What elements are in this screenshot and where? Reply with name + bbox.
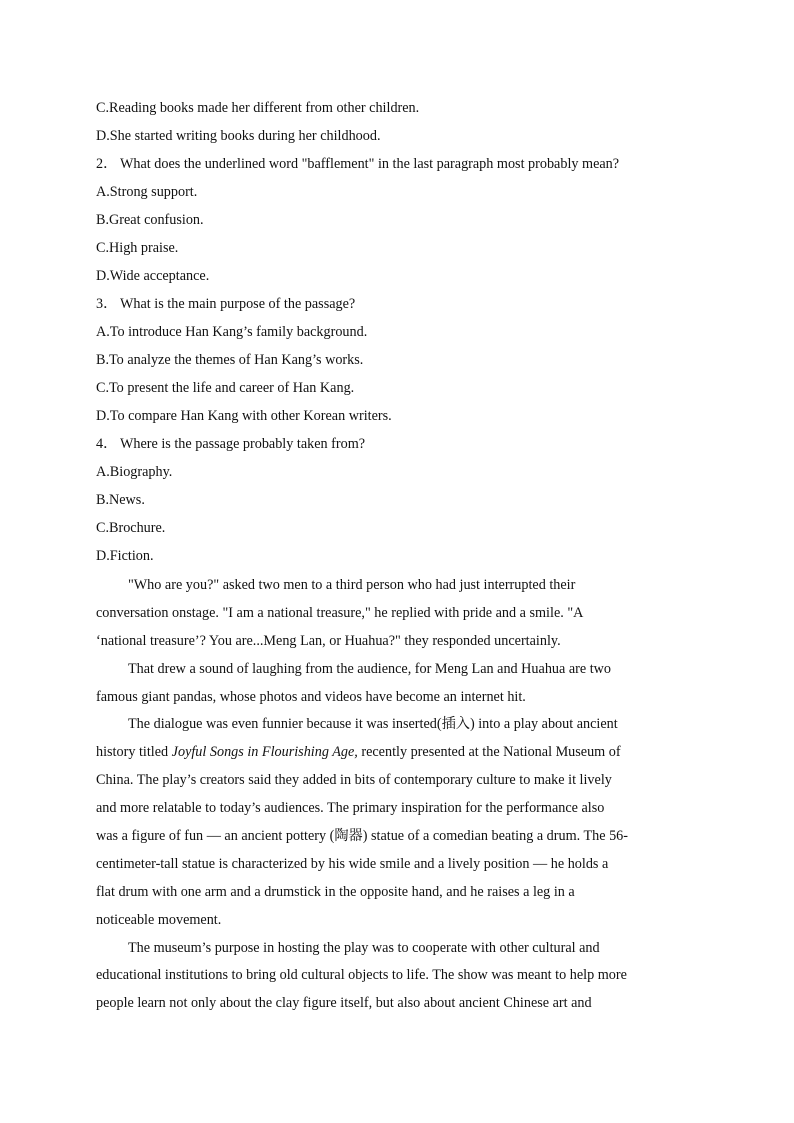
paragraph-line: That drew a sound of laughing from the audience, for Meng Lan and Huahua are two (128, 660, 611, 677)
question-number: 2． (96, 156, 118, 172)
option-a: A.To introduce Han Kang’s family background. (96, 324, 368, 340)
paragraph-line: flat drum with one arm and a drumstick in the opposite hand, and he raises a leg in a (96, 883, 575, 900)
option-c: C.To present the life and career of Han Kang. (96, 380, 355, 396)
option-d-q1: D.She started writing books during her childhood. (96, 128, 381, 144)
text-run: recently presented at the National Museum of (357, 744, 621, 761)
question-number: 3． (96, 296, 118, 312)
question-2 (96, 150, 696, 178)
paragraph-line: "Who are you?" asked two men to a third person who had just interrupted their (128, 577, 576, 593)
question-number: 4． (96, 436, 118, 452)
paragraph-line: China. The play’s creators said they added in bits of contemporary culture to make it lively (96, 772, 612, 789)
paragraph-line: and more relatable to today’s audiences. The primary inspiration for the performance also (96, 800, 605, 817)
option-b: B.Great confusion. (96, 212, 204, 228)
option-b: B.News. (96, 492, 145, 508)
paragraph-line: famous giant pandas, whose photos and videos have become an internet hit. (96, 688, 526, 705)
passage-paragraph-3 (96, 711, 696, 934)
play-title: Joyful Songs in Flourishing Age, (171, 744, 358, 761)
question-4 (96, 430, 696, 458)
question-3 (96, 290, 696, 318)
question-stem: What is the main purpose of the passage? (120, 296, 356, 312)
paragraph-line (96, 739, 696, 767)
option-c-q1: C.Reading books made her different from other children. (96, 100, 420, 116)
option-a: A.Biography. (96, 464, 173, 480)
paragraph-line: educational institutions to bring old cultural objects to life. The show was meant to help more (96, 967, 627, 984)
paragraph-line: was a figure of fun — an ancient pottery (陶器) statue of a comedian beating a drum. The 56- (96, 828, 628, 845)
option-c: C.Brochure. (96, 520, 166, 536)
paragraph-line: conversation onstage. "I am a national treasure," he replied with pride and a smile. "A (96, 604, 584, 621)
option-d: D.To compare Han Kang with other Korean writers. (96, 408, 392, 424)
option-d: D.Wide acceptance. (96, 268, 210, 284)
paragraph-line: noticeable movement. (96, 911, 222, 928)
paragraph-line: The dialogue was even funnier because it was inserted(插入) into a play about ancient (128, 716, 618, 733)
question-stem: Where is the passage probably taken from? (120, 436, 366, 452)
option-a: A.Strong support. (96, 184, 198, 200)
passage-paragraph-2 (96, 656, 696, 712)
option-d: D.Fiction. (96, 548, 154, 564)
question-stem: What does the underlined word "bafflement" in the last paragraph most probably mean? (120, 156, 620, 172)
paragraph-line: centimeter-tall statue is characterized by his wide smile and a lively position — he holds a (96, 855, 609, 872)
paragraph-line: ‘national treasure’? You are...Meng Lan, or Huahua?" they responded uncertainly. (96, 632, 561, 649)
paragraph-line: people learn not only about the clay figure itself, but also about ancient Chinese art and (96, 995, 592, 1012)
paragraph-line: The museum’s purpose in hosting the play was to cooperate with other cultural and (128, 939, 600, 956)
passage-paragraph-4 (96, 935, 696, 1019)
option-c: C.High praise. (96, 240, 179, 256)
text-run: history titled (96, 744, 172, 761)
option-b: B.To analyze the themes of Han Kang’s works. (96, 352, 364, 368)
document-page (96, 94, 696, 1018)
passage-paragraph-1 (96, 572, 696, 656)
